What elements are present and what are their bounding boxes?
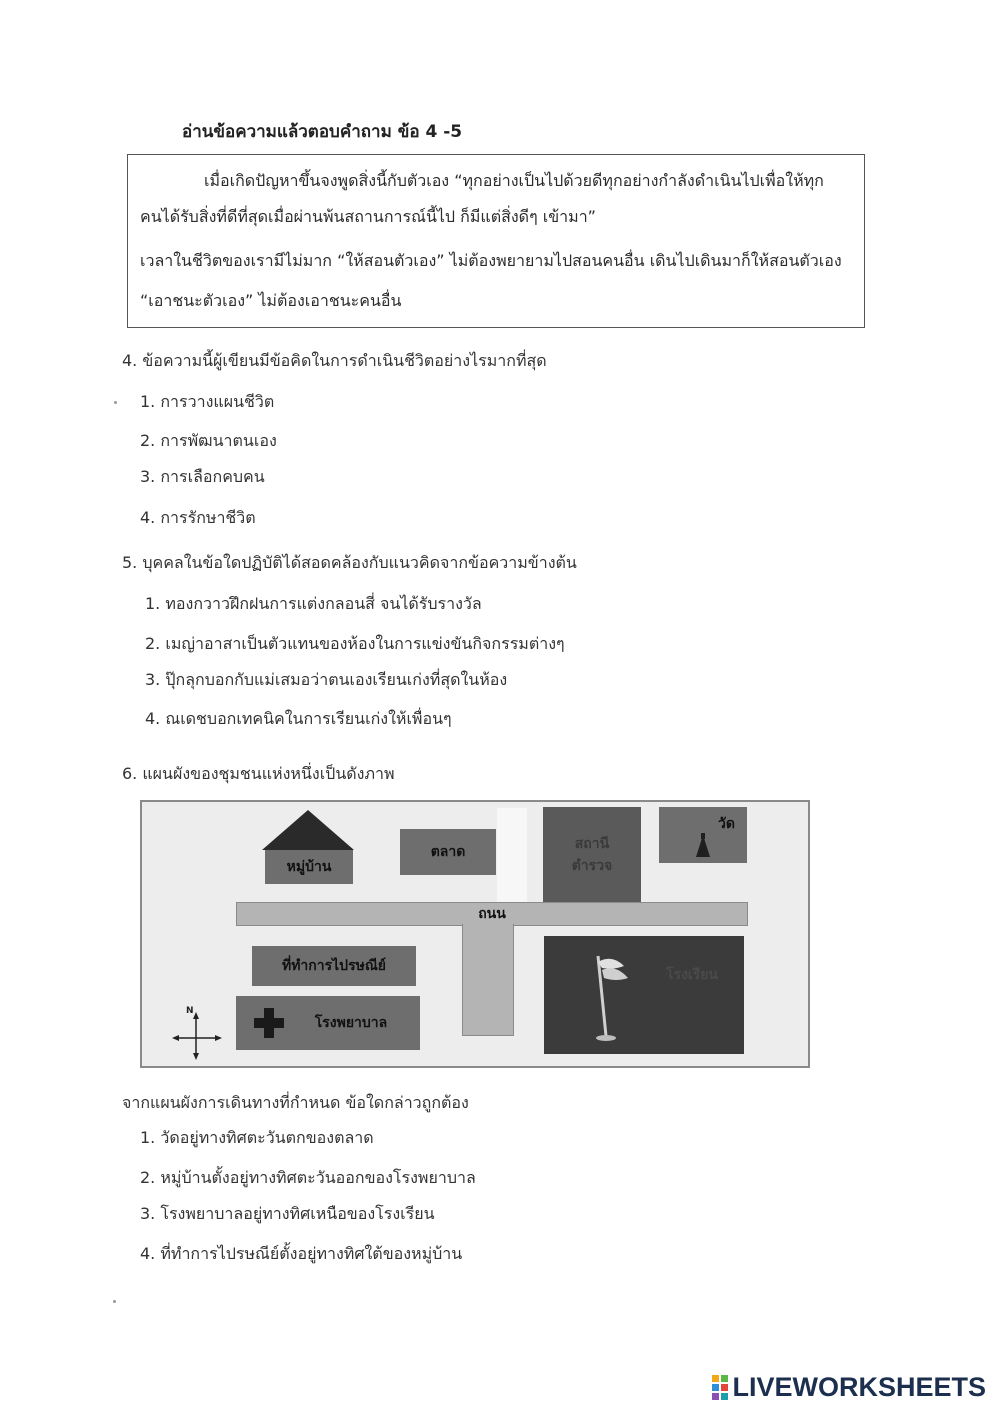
village-roof-icon: [260, 808, 356, 852]
question-6-prompt: จากแผนผังการเดินทางที่กำหนด ข้อใดกล่าวถูกต้อง: [122, 1093, 469, 1112]
question-6: 6. แผนผังของชุมชนแห่งหนึ่งเป็นดังภาพ: [122, 764, 395, 783]
q4-option-4[interactable]: 4. การรักษาชีวิต: [140, 508, 256, 527]
school-block: [544, 936, 744, 1054]
hospital-block: [236, 996, 420, 1050]
passage-line-4: “เอาชนะตัวเอง” ไม่ต้องเอาชนะคนอื่น: [140, 291, 402, 310]
q5-option-3[interactable]: 3. ปุ๊กลุกบอกกับแม่เสมอว่าตนเองเรียนเก่งที่สุดในห้อง: [145, 670, 508, 689]
logo-squares-icon: [712, 1375, 728, 1400]
community-map: [140, 800, 810, 1068]
q6-option-1[interactable]: 1. วัดอยู่ทางทิศตะวันตกของตลาด: [140, 1128, 374, 1147]
market-block: [400, 829, 496, 875]
temple-icon: [693, 833, 713, 859]
logo-text: LIVEWORKSHEETS: [732, 1372, 986, 1402]
q6-option-4[interactable]: 4. ที่ทำการไปรษณีย์ตั้งอยู่ทางทิศใต้ของหมู่บ้าน: [140, 1244, 463, 1263]
compass-north-label: N: [186, 1006, 194, 1016]
passage-line-3: เวลาในชีวิตของเรามีไม่มาก “ให้สอนตัวเอง” ไม่ต้องพยายามไปสอนคนอื่น เดินไปเดินมาก็ให้สอนตัวเอง: [140, 251, 842, 270]
red-cross-icon: [254, 1008, 284, 1038]
road-label: ถนน: [478, 906, 506, 922]
q6-option-3[interactable]: 3. โรงพยาบาลอยู่ทางทิศเหนือของโรงเรียน: [140, 1204, 435, 1223]
q5-option-2[interactable]: 2. เมญ่าอาสาเป็นตัวแทนของห้องในการแข่งขันกิจกรรมต่างๆ: [145, 634, 565, 653]
q4-option-1[interactable]: 1. การวางแผนชีวิต: [140, 392, 275, 411]
police-station-block: [543, 807, 641, 903]
passage-line-1: เมื่อเกิดปัญหาขึ้นจงพูดสิ่งนี้กับตัวเอง “ทุกอย่างเป็นไปด้วยดีทุกอย่างกำลังดำเนินไปเพื่อให้ทุก: [204, 171, 824, 190]
post-office-block: [252, 946, 416, 986]
question-5: 5. บุคคลในข้อใดปฏิบัติได้สอดคล้องกับแนวคิดจากข้อความข้างต้น: [122, 553, 577, 572]
q4-option-3[interactable]: 3. การเลือกคบคน: [140, 467, 265, 486]
village-block: [265, 850, 353, 884]
scan-speck: [114, 401, 117, 404]
road-horizontal: [236, 902, 748, 926]
temple-label: วัด: [718, 816, 735, 832]
road-vertical: [462, 924, 514, 1036]
school-label: โรงเรียน: [666, 967, 718, 983]
market-label: ตลาด: [430, 844, 466, 860]
passage-box: [127, 154, 865, 328]
hospital-label: โรงพยาบาล: [314, 1015, 388, 1031]
post-office-label: ที่ทำการไปรษณีย์: [281, 958, 387, 974]
police-station-label: สถานี ตำรวจ: [571, 836, 613, 874]
question-4: 4. ข้อความนี้ผู้เขียนมีข้อคิดในการดำเนินชีวิตอย่างไรมากที่สุด: [122, 351, 547, 370]
flag-icon: [584, 952, 638, 1044]
section-heading: อ่านข้อความแล้วตอบคำถาม ข้อ 4 -5: [182, 122, 463, 142]
q5-option-1[interactable]: 1. ทองกวาวฝึกฝนการแต่งกลอนสี่ จนได้รับรางวัล: [145, 594, 482, 613]
village-label: หมู่บ้าน: [286, 859, 332, 875]
q5-option-4[interactable]: 4. ณเดชบอกเทคนิคในการเรียนเก่งให้เพื่อนๆ: [145, 709, 452, 728]
passage-line-2: คนได้รับสิ่งที่ดีที่สุดเมื่อผ่านพ้นสถานการณ์นี้ไป ก็มีแต่สิ่งดีๆ เข้ามา”: [140, 207, 596, 226]
q4-option-2[interactable]: 2. การพัฒนาตนเอง: [140, 431, 277, 450]
compass-icon: [168, 1006, 224, 1062]
temple-block: [659, 807, 747, 863]
liveworksheets-logo[interactable]: [712, 1372, 986, 1403]
q6-option-2[interactable]: 2. หมู่บ้านตั้งอยู่ทางทิศตะวันออกของโรงพยาบาล: [140, 1168, 476, 1187]
scan-speck: [113, 1300, 116, 1303]
